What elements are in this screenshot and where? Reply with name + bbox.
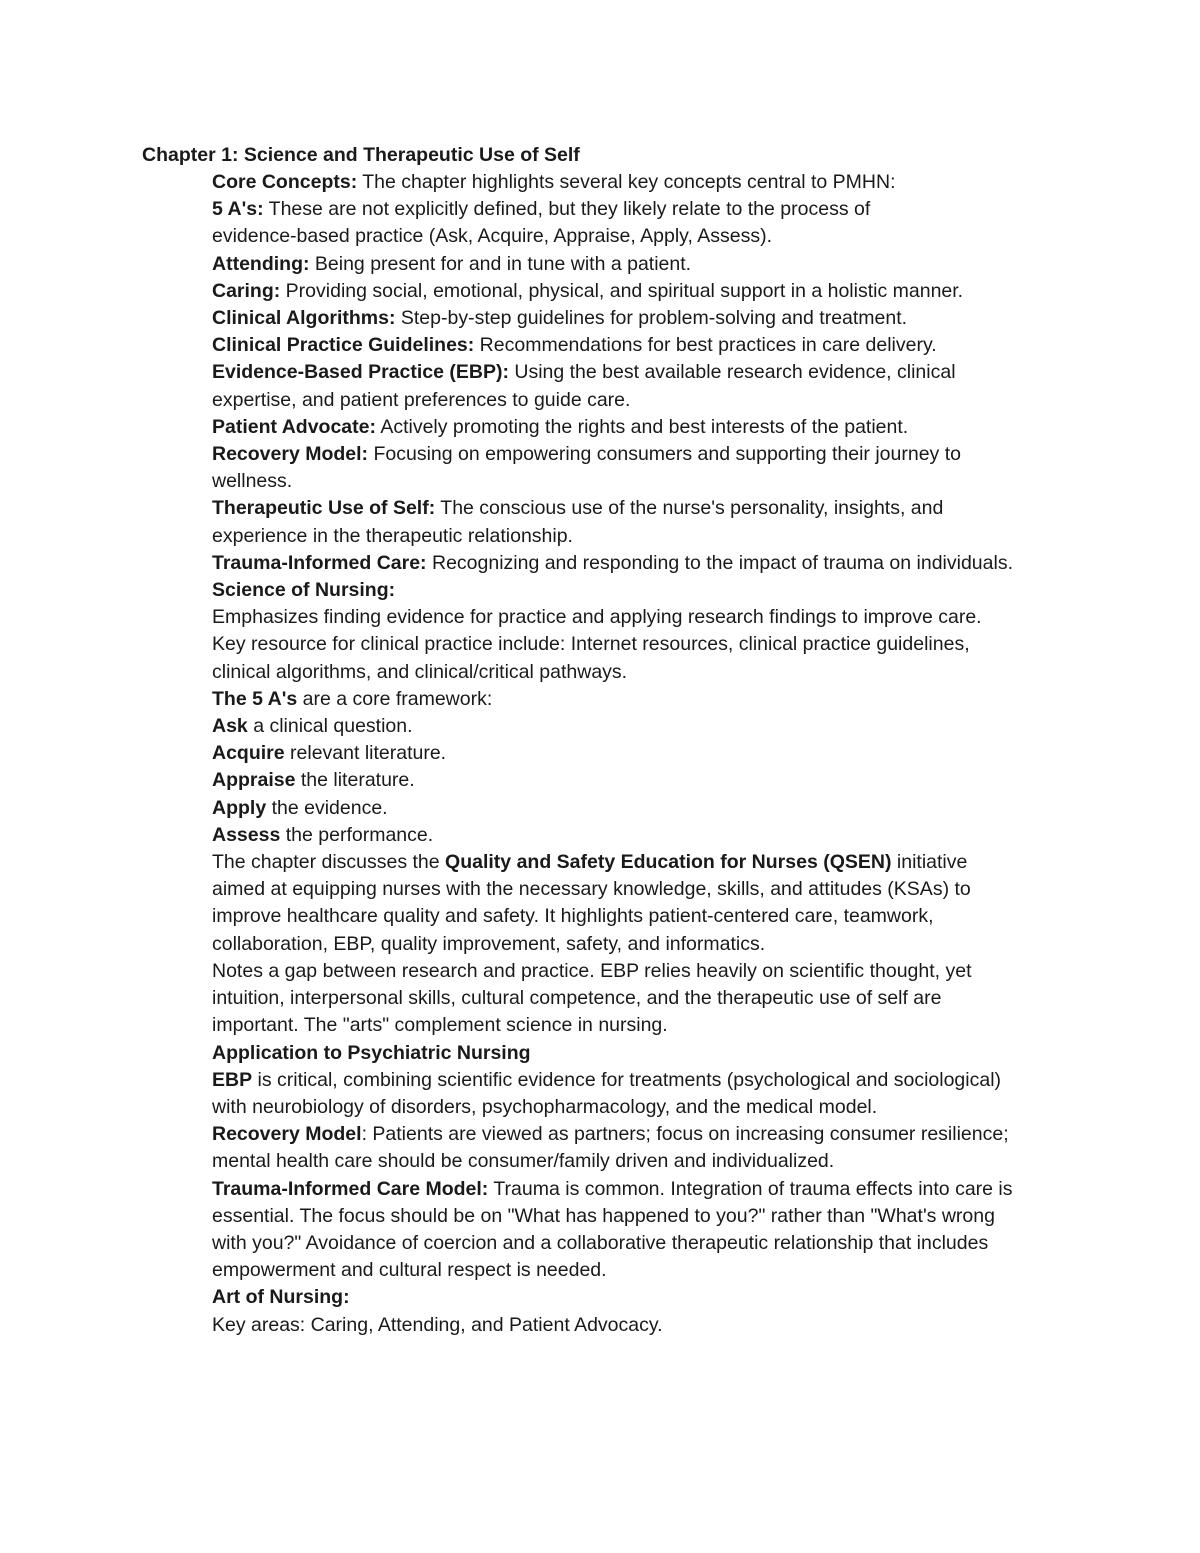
text-run: with neurobiology of disorders, psychopharmacology, and the medical model. bbox=[212, 1095, 878, 1118]
text-line bbox=[212, 1284, 1082, 1311]
text-line bbox=[212, 1121, 1082, 1148]
text-line bbox=[212, 359, 1082, 386]
text-line bbox=[212, 278, 1082, 305]
text-run: Being present for and in tune with a patient. bbox=[309, 252, 692, 275]
text-line bbox=[212, 414, 1082, 441]
text-run: important. The "arts" complement science in nursing. bbox=[212, 1014, 668, 1037]
text-line bbox=[212, 387, 1082, 414]
text-run: mental health care should be consumer/family driven and individualized. bbox=[212, 1150, 835, 1173]
text-run: : Patients are viewed as partners; focus on increasing consumer resilience; bbox=[361, 1123, 1009, 1146]
text-line bbox=[212, 1094, 1082, 1121]
text-run: These are not explicitly defined, but they likely relate to the process of bbox=[263, 198, 871, 221]
bold-term: Assess bbox=[212, 823, 281, 846]
text-line bbox=[212, 767, 1082, 794]
bold-term: Science of Nursing: bbox=[212, 579, 396, 602]
bold-term: The 5 A's bbox=[212, 687, 298, 710]
text-line bbox=[212, 305, 1082, 332]
text-line bbox=[212, 550, 1082, 577]
text-line bbox=[212, 169, 1082, 196]
text-run: Step-by-step guidelines for problem-solving and treatment. bbox=[395, 307, 908, 330]
text-run: essential. The focus should be on "What has happened to you?" rather than "What's wrong bbox=[212, 1204, 995, 1227]
bold-term: Application to Psychiatric Nursing bbox=[212, 1041, 531, 1064]
text-run: The conscious use of the nurse's personality, insights, and bbox=[435, 497, 944, 520]
bold-term: Caring: bbox=[212, 279, 281, 302]
text-line bbox=[212, 1257, 1082, 1284]
text-line bbox=[212, 1148, 1082, 1175]
text-run: Recommendations for best practices in care delivery. bbox=[474, 334, 937, 357]
text-line bbox=[212, 659, 1082, 686]
text-line bbox=[212, 1067, 1082, 1094]
text-run: evidence-based practice (Ask, Acquire, Appraise, Apply, Assess). bbox=[212, 225, 773, 248]
text-run: Key areas: Caring, Attending, and Patient Advocacy. bbox=[212, 1313, 663, 1336]
text-line bbox=[212, 822, 1082, 849]
text-run: relevant literature. bbox=[284, 742, 447, 765]
bold-term: Patient Advocate: bbox=[212, 415, 376, 438]
text-line bbox=[212, 1176, 1082, 1203]
bold-term: Attending: bbox=[212, 252, 310, 275]
text-run: collaboration, EBP, quality improvement, safety, and informatics. bbox=[212, 932, 766, 955]
bold-term: Recovery Model: bbox=[212, 443, 369, 466]
text-line bbox=[212, 196, 1082, 223]
text-run: the literature. bbox=[295, 769, 415, 792]
text-run: The chapter highlights several key concepts central to PMHN: bbox=[357, 171, 896, 193]
text-line bbox=[212, 713, 1082, 740]
text-run: a clinical question. bbox=[247, 715, 413, 738]
bold-term: EBP bbox=[212, 1068, 253, 1091]
text-line bbox=[212, 604, 1082, 631]
text-run: Notes a gap between research and practice. EBP relies heavily on scientific thought, yet bbox=[212, 959, 972, 982]
text-run: aimed at equipping nurses with the necessary knowledge, skills, and attitudes (KSAs) to bbox=[212, 878, 971, 901]
text-line bbox=[212, 1230, 1082, 1257]
text-run: Providing social, emotional, physical, and spiritual support in a holistic manner. bbox=[280, 279, 964, 302]
text-run: experience in the therapeutic relationship. bbox=[212, 524, 573, 547]
text-run: initiative bbox=[891, 851, 968, 874]
text-line bbox=[212, 795, 1082, 822]
text-run: Trauma is common. Integration of trauma effects into care is bbox=[488, 1177, 1013, 1200]
text-line bbox=[212, 251, 1082, 278]
text-run: the performance. bbox=[280, 823, 434, 846]
text-line bbox=[212, 332, 1082, 359]
text-line bbox=[212, 495, 1082, 522]
text-run: the evidence. bbox=[266, 796, 388, 819]
text-line bbox=[212, 876, 1082, 903]
text-run: Actively promoting the rights and best interests of the patient. bbox=[375, 415, 909, 438]
text-line bbox=[212, 931, 1082, 958]
text-line bbox=[212, 577, 1082, 604]
chapter-body bbox=[212, 169, 1082, 1339]
text-line bbox=[212, 903, 1082, 930]
bold-term: Ask bbox=[212, 715, 248, 738]
bold-term: Appraise bbox=[212, 769, 296, 792]
text-line bbox=[212, 686, 1082, 713]
bold-term: 5 A's: bbox=[212, 198, 264, 221]
text-run: are a core framework: bbox=[297, 687, 493, 710]
text-line bbox=[212, 223, 1082, 250]
bold-term: Quality and Safety Education for Nurses (QSEN) bbox=[445, 851, 892, 874]
text-run: The chapter discusses the bbox=[212, 851, 446, 874]
bold-term: Therapeutic Use of Self: bbox=[212, 497, 436, 520]
text-run: Focusing on empowering consumers and supporting their journey to bbox=[368, 443, 961, 466]
bold-term: Apply bbox=[212, 796, 267, 819]
text-run: wellness. bbox=[212, 470, 293, 493]
text-run: Using the best available research evidence, clinical bbox=[508, 361, 956, 384]
bold-term: Clinical Practice Guidelines: bbox=[212, 334, 475, 357]
text-line bbox=[212, 523, 1082, 550]
text-line bbox=[212, 631, 1082, 658]
text-run: improve healthcare quality and safety. It highlights patient-centered care, teamwork, bbox=[212, 905, 934, 928]
text-line bbox=[212, 958, 1082, 985]
text-line bbox=[212, 468, 1082, 495]
text-run: is critical, combining scientific evidence for treatments (psychological and sociological) bbox=[252, 1068, 1002, 1091]
chapter-title: Chapter 1: Science and Therapeutic Use of Self bbox=[142, 144, 580, 166]
text-run: intuition, interpersonal skills, cultural competence, and the therapeutic use of self are bbox=[212, 987, 942, 1010]
bold-term: Trauma-Informed Care: bbox=[212, 551, 427, 574]
text-line bbox=[212, 740, 1082, 767]
text-run: Key resource for clinical practice include: Internet resources, clinical practice guidelines, bbox=[212, 633, 970, 656]
text-run: with you?" Avoidance of coercion and a collaborative therapeutic relationship that includes bbox=[212, 1231, 989, 1254]
text-run: empowerment and cultural respect is needed. bbox=[212, 1259, 607, 1282]
bold-term: Clinical Algorithms: bbox=[212, 307, 396, 330]
text-line bbox=[212, 1040, 1082, 1067]
bold-term: Core Concepts: bbox=[212, 171, 358, 193]
text-line bbox=[212, 1012, 1082, 1039]
text-run: Recognizing and responding to the impact of trauma on individuals. bbox=[426, 551, 1014, 574]
text-run: expertise, and patient preferences to guide care. bbox=[212, 388, 631, 411]
bold-term: Evidence-Based Practice (EBP): bbox=[212, 361, 509, 384]
bold-term: Recovery Model bbox=[212, 1123, 362, 1146]
text-run: clinical algorithms, and clinical/critical pathways. bbox=[212, 660, 628, 683]
text-line bbox=[212, 441, 1082, 468]
text-line bbox=[212, 1312, 1082, 1339]
bold-term: Art of Nursing: bbox=[212, 1286, 350, 1309]
text-run: Emphasizes finding evidence for practice and applying research findings to improve care. bbox=[212, 606, 982, 629]
bold-term: Trauma-Informed Care Model: bbox=[212, 1177, 489, 1200]
text-line bbox=[212, 849, 1082, 876]
text-line bbox=[212, 1203, 1082, 1230]
bold-term: Acquire bbox=[212, 742, 285, 765]
text-line bbox=[212, 985, 1082, 1012]
